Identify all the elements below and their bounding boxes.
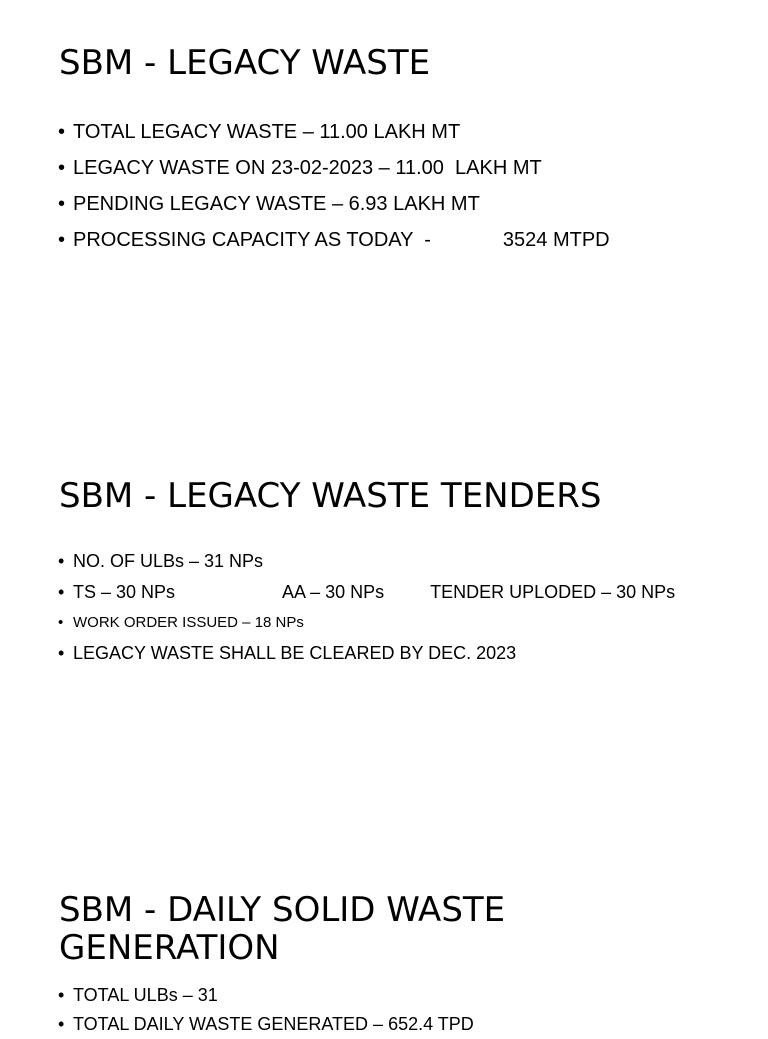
slide-title-line-1: SBM - DAILY SOLID WASTE xyxy=(59,890,506,930)
tender-uploaded-count: TENDER UPLODED – 30 NPs xyxy=(430,582,676,602)
bullet-total-ulbs: • TOTAL ULBs – 31 xyxy=(58,981,474,1010)
ts-count: TS – 30 NPs xyxy=(73,582,176,602)
slide-title-line-2: GENERATION xyxy=(59,928,280,968)
processing-capacity-value: 3524 MTPD xyxy=(502,229,610,251)
slide-title xyxy=(59,891,505,967)
slide-title: SBM - LEGACY WASTE TENDERS xyxy=(59,476,602,516)
bullet-processing-capacity xyxy=(58,222,610,258)
bullet-no-of-ulbs: • NO. OF ULBs – 31 NPs xyxy=(58,546,675,577)
processing-capacity-label: PROCESSING CAPACITY AS TODAY - xyxy=(73,229,431,251)
bullet-list xyxy=(58,546,675,669)
bullet-ts-aa-tender xyxy=(58,577,675,608)
bullet-legacy-waste-date: • LEGACY WASTE ON 23-02-2023 – 11.00 LAKH MT xyxy=(58,150,610,186)
bullet-list xyxy=(58,114,610,258)
slide-title: SBM - LEGACY WASTE xyxy=(59,43,431,83)
bullet-pending-legacy-waste: • PENDING LEGACY WASTE – 6.93 LAKH MT xyxy=(58,186,610,222)
aa-count: AA – 30 NPs xyxy=(282,582,385,602)
bullet-work-order-issued: • WORK ORDER ISSUED – 18 NPs xyxy=(58,608,675,638)
bullet-legacy-cleared-by: • LEGACY WASTE SHALL BE CLEARED BY DEC. 2023 xyxy=(58,638,675,669)
bullet-total-daily-waste: • TOTAL DAILY WASTE GENERATED – 652.4 TPD xyxy=(58,1010,474,1039)
bullet-total-legacy-waste: • TOTAL LEGACY WASTE – 11.00 LAKH MT xyxy=(58,114,610,150)
bullet-list xyxy=(58,981,474,1039)
